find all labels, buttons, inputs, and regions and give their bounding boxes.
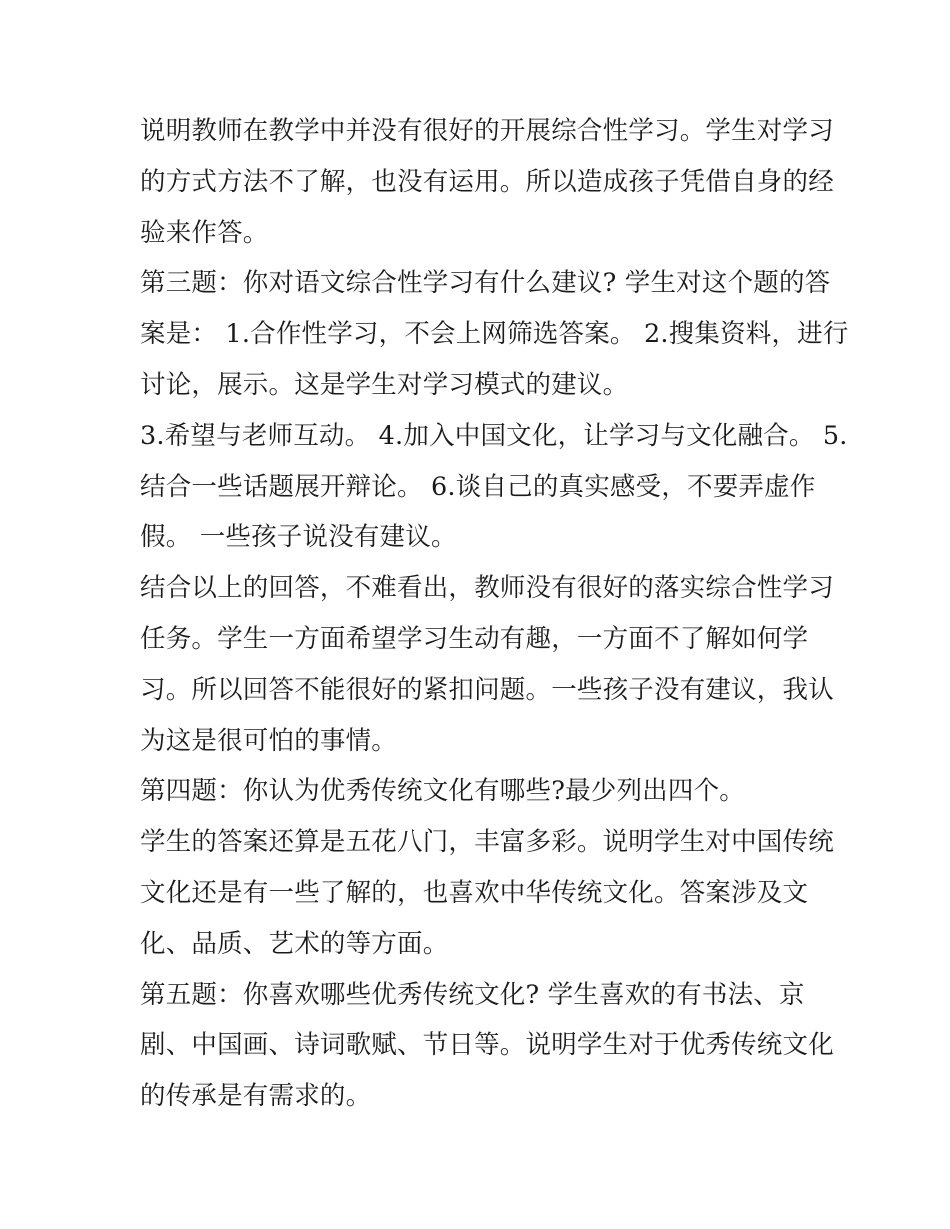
text-line: 的方式方法不了解，也没有运用。所以造成孩子凭借自身的经 [140,166,834,197]
text-line: 讨论，展示。这是学生对学习模式的建议。 [140,369,629,400]
text-line: 任务。学生一方面希望学习生动有趣，一方面不了解如何学 [140,623,809,654]
text-line: 说明教师在教学中并没有很好的开展综合性学习。学生对学习 [140,116,834,146]
text-line: 假。 一些孩子说没有建议。 [140,522,457,553]
text-line: 第三题：你对语文综合性学习有什么建议? 学生对这个题的答 [140,268,831,299]
text-line: 验来作答。 [140,217,269,248]
text-line: 结合以上的回答，不难看出，教师没有很好的落实综合性学习 [140,573,834,604]
text-line: 3.希望与老师互动。 4.加入中国文化，让学习与文化融合。 5. [140,420,848,451]
text-line: 案是： 1.合作性学习，不会上网筛选答案。 2.搜集资料，进行 [140,319,849,350]
text-line: 第四题：你认为优秀传统文化有哪些?最少列出四个。 [140,776,745,807]
text-line: 为这是很可怕的事情。 [140,725,398,756]
text-line: 文化还是有一些了解的，也喜欢中华传统文化。答案涉及文 [140,877,809,908]
text-line: 结合一些话题展开辩论。 6.谈自己的真实感受，不要弄虚作 [140,471,816,502]
text-line: 学生的答案还算是五花八门，丰富多彩。说明学生对中国传统 [140,827,834,858]
text-line: 的传承是有需求的。 [140,1081,372,1112]
text-line: 第五题：你喜欢哪些优秀传统文化? 学生喜欢的有书法、京 [140,979,805,1010]
text-line: 习。所以回答不能很好的紧扣问题。一些孩子没有建议，我认 [140,674,834,705]
text-line: 剧、中国画、诗词歌赋、节日等。说明学生对于优秀传统文化 [140,1030,834,1061]
document-body [140,106,849,1122]
text-line: 化、品质、艺术的等方面。 [140,928,449,959]
